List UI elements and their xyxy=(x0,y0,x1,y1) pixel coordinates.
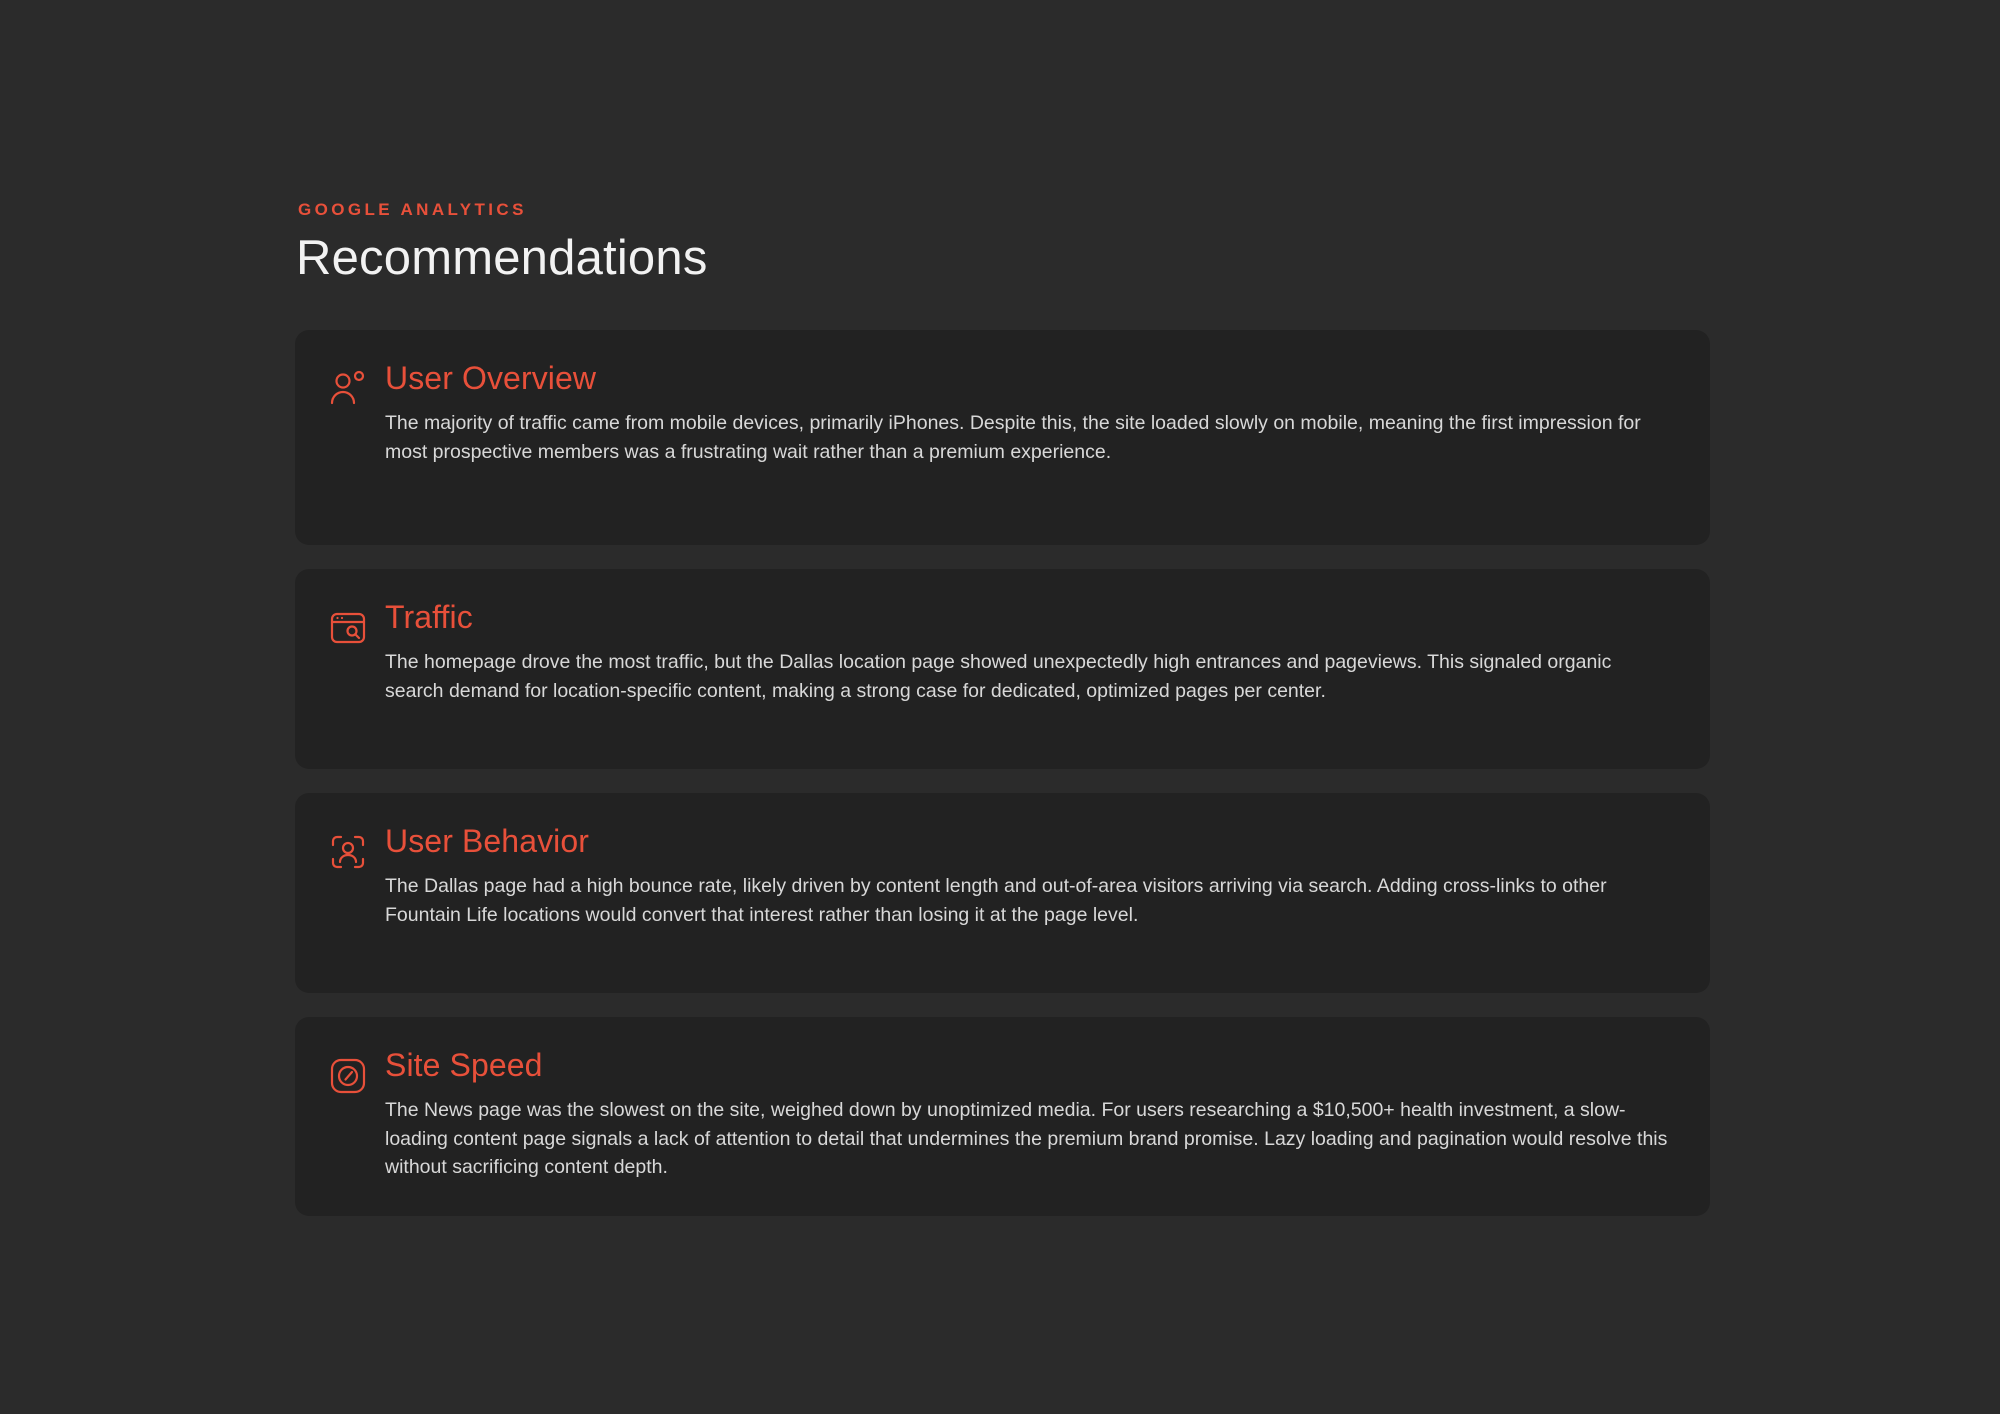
card-body xyxy=(385,360,1672,466)
user-person-icon xyxy=(325,366,371,412)
recommendation-card xyxy=(295,793,1710,993)
recommendation-card xyxy=(295,569,1710,769)
card-text: The majority of traffic came from mobile devices, primarily iPhones. Despite this, the site loaded slowly on mobile, meaning the first impression for most prospective members was a frustrating wait rather than a premium experience. xyxy=(385,412,1641,463)
card-body xyxy=(385,1047,1672,1182)
card-title: Traffic xyxy=(385,599,473,635)
card-body xyxy=(385,599,1672,705)
browser-window-search-icon xyxy=(325,605,371,651)
section-eyebrow: GOOGLE ANALYTICS xyxy=(298,200,527,219)
card-text: The News page was the slowest on the site, weighed down by unoptimized media. For users researching a $10,500+ health investment, a slow-loading content page signals a lack of attention to detail that undermines the premium brand promise. Lazy loading and pagination would resolve this without sacrificing content depth. xyxy=(385,1099,1668,1179)
page-title: Recommendations xyxy=(296,231,708,285)
recommendation-card xyxy=(295,1017,1710,1216)
card-body xyxy=(385,823,1672,929)
card-text: The homepage drove the most traffic, but the Dallas location page showed unexpectedly high entrances and pageviews. This signaled organic search demand for location-specific content, making a strong case for dedicated, optimized pages per center. xyxy=(385,651,1612,702)
card-title: Site Speed xyxy=(385,1047,543,1083)
card-text: The Dallas page had a high bounce rate, likely driven by content length and out-of-area visitors arriving via search. Adding cross-links to other Fountain Life locations would convert that interest rather than losing it at the page level. xyxy=(385,875,1607,926)
user-focus-frame-icon xyxy=(325,829,371,875)
speedometer-gauge-icon xyxy=(325,1053,371,1099)
card-title: User Behavior xyxy=(385,823,590,859)
recommendation-card xyxy=(295,330,1710,545)
slide-content xyxy=(295,200,1710,1240)
card-title: User Overview xyxy=(385,360,597,396)
